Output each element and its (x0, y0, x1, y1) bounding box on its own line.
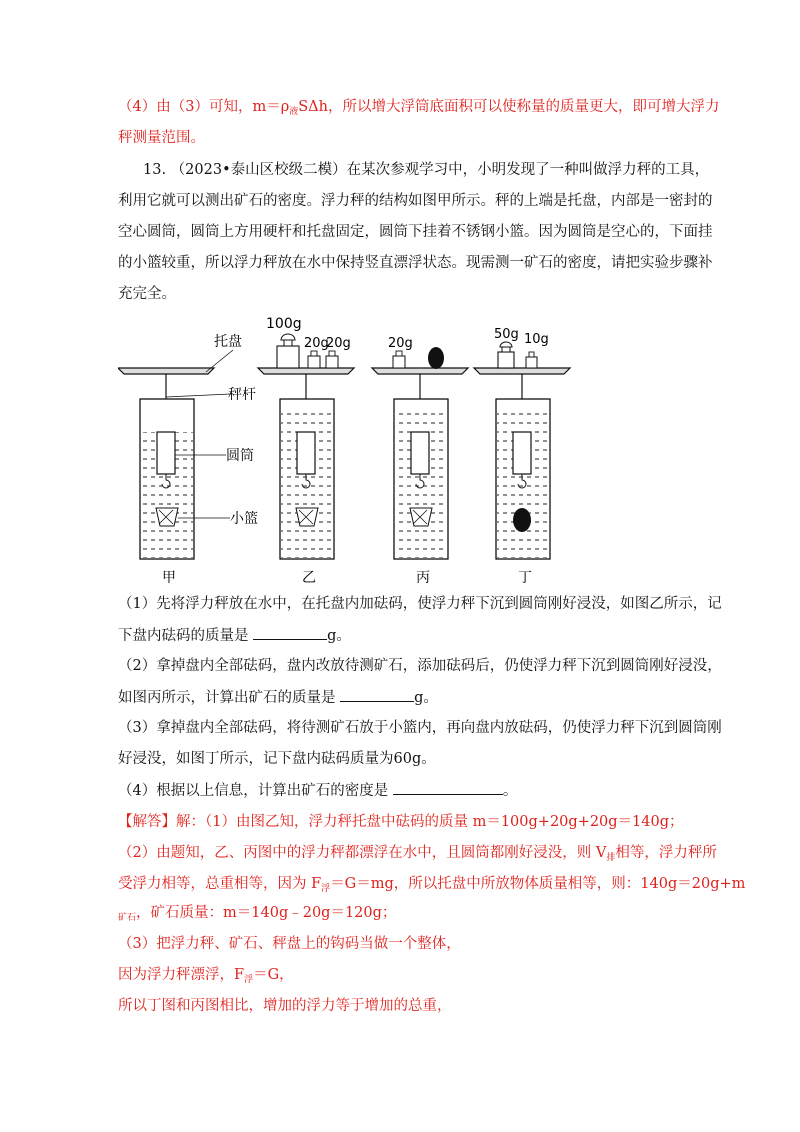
question-line2: 利用它就可以测出矿石的密度。浮力秤的结构如图甲所示。秤的上端是托盘，内部是一密封的 (118, 193, 713, 209)
question-line1: 13. （2023•泰山区校级二模）在某次参观学习中，小明发现了一种叫做浮力秤的工具， (143, 162, 710, 178)
weight-20g-a: 20g (304, 336, 329, 351)
weight-100g: 100g (266, 316, 302, 332)
answer-tag: 【解答】 (118, 814, 176, 830)
answer-line5: （3）把浮力秤、矿石、秤盘上的钩码当做一个整体， (118, 936, 461, 952)
question-number: 13. (143, 162, 167, 178)
answer-line3: 受浮力相等，总重相等，因为 $F_浮=G=mg$，所以托盘中所放物体质量相等，则：140g＝20g+m (118, 876, 746, 894)
panel-label-bing: 丙 (416, 570, 430, 586)
weight-20g-c: 20g (388, 336, 413, 351)
ore-in-basket (513, 508, 531, 532)
question-line5: 充完全。 (118, 286, 176, 302)
blank-3[interactable] (393, 780, 503, 795)
answer-line1: 【解答】解：（1）由图乙知，浮力秤托盘中砝码的质量 m＝100g+20g+20g＝140g； (118, 814, 684, 830)
panel-jia (118, 333, 258, 586)
weight-50g: 50g (494, 327, 519, 342)
panel-label-ding: 丁 (518, 570, 532, 586)
question-line4: 的小篮较重，所以浮力秤放在水中保持竖直漂浮状态。现需测一矿石的密度，请把实验步骤补 (118, 255, 713, 271)
step3-line2: 好浸没，如图丁所示，记下盘内砝码质量为60g。 (118, 751, 436, 767)
step1-line1: （1）先将浮力秤放在水中，在托盘内加砝码，使浮力秤下沉到圆筒刚好浸没，如图乙所示，记 (118, 596, 722, 612)
step2-line1: （2）拿掉盘内全部砝码，盘内改放待测矿石，添加砝码后，仍使浮力秤下沉到圆筒刚好浸没， (118, 658, 722, 674)
panel-label-yi: 乙 (302, 570, 316, 586)
step3-line1: （3）拿掉盘内全部砝码，将待测矿石放于小篮内，再向盘内放砝码，仍使浮力秤下沉到圆筒刚 (118, 720, 722, 736)
answer-line7: 所以丁图和丙图相比，增加的浮力等于增加的总重， (118, 998, 452, 1014)
label-cylinder: 圆筒 (226, 448, 254, 464)
weight-20g-b: 20g (326, 336, 351, 351)
ore-on-tray (428, 347, 444, 369)
step4-line: （4）根据以上信息，计算出矿石的密度是 。 (118, 780, 517, 801)
panel-ding (474, 327, 570, 586)
label-basket: 小篮 (230, 511, 258, 527)
prev-answer-line1: （4）由（3）可知，$m=\rho_液S\Delta h$，所以增大浮筒底面积可以使称量的质量更大，即可增大浮力 (118, 99, 720, 117)
blank-1[interactable] (253, 625, 327, 640)
answer-line4: $_{矿石}$，矿石质量：m＝140g﹣20g＝120g； (118, 905, 397, 923)
prev-answer-line2: 秤测量范围。 (118, 130, 205, 146)
question-line3: 空心圆筒，圆筒上方用硬杆和托盘固定，圆筒下挂着不锈钢小篮。因为圆筒是空心的，下面挂 (118, 224, 713, 240)
step2-line2: 如图丙所示，计算出矿石的质量是 g。 (118, 687, 438, 708)
blank-2[interactable] (340, 687, 414, 702)
step1-line2: 下盘内砝码的质量是 g。 (118, 625, 351, 646)
float-scale-figure (118, 310, 678, 592)
label-rod: 秤杆 (228, 387, 256, 403)
weight-10g: 10g (524, 332, 549, 347)
panel-label-jia: 甲 (162, 570, 176, 586)
question-source: （2023•泰山区校级二模） (170, 162, 347, 178)
answer-line2: （2）由题知，乙、丙图中的浮力秤都漂浮在水中，且圆筒都刚好浸没，则 $V_排$相等，浮力秤所 (118, 845, 717, 863)
panel-bing (372, 336, 468, 586)
answer-line6: 因为浮力秤漂浮，$F_浮=G$， (118, 967, 294, 985)
panel-yi (258, 316, 354, 586)
label-tray: 托盘 (214, 334, 242, 350)
